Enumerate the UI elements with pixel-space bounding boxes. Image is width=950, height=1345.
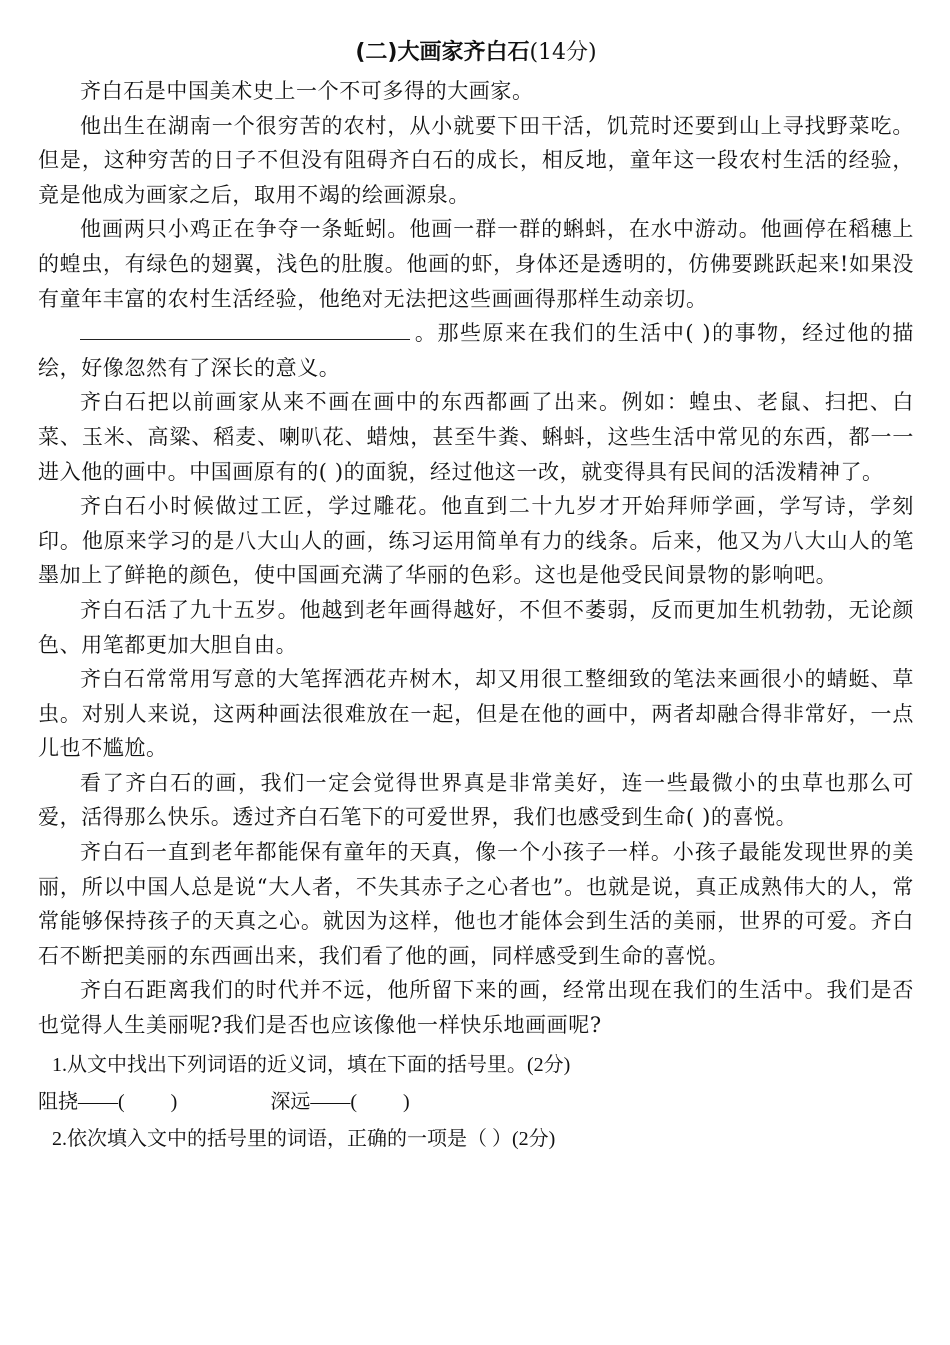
title-text: (二)大画家齐白石 [355, 40, 530, 65]
paragraph-1: 齐白石是中国美术史上一个不可多得的大画家。 [80, 79, 534, 103]
paragraph-11: 齐白石距离我们的时代并不远，他所留下来的画，经常出现在我们的生活中。我们是否也觉得人生美丽呢?我们是否也应该像他一样快乐地画画呢? [38, 978, 914, 1038]
paragraph-8: 齐白石常常用写意的大笔挥洒花卉树木，却又用很工整细致的笔法来画很小的蜻蜓、草虫。对别人来说，这两种画法很难放在一起，但是在他的画中，两者却融合得非常好，一点儿也不尴尬。 [38, 667, 914, 761]
paragraph-3: 他画两只小鸡正在争夺一条蚯蚓。他画一群一群的蝌蚪，在水中游动。他画停在稻穗上的蝗虫，有绿色的翅翼，浅色的肚腹。他画的虾，身体还是透明的，仿佛要跳跃起来!如果没有童年丰富的农村生活经验，他绝对无法把这些画画得那样生动亲切。 [38, 217, 914, 311]
pair-1-word: 阻挠——( [38, 1090, 125, 1113]
paragraph-5: 齐白石把以前画家从来不画在画中的东西都画了出来。例如：蝗虫、老鼠、扫把、白菜、玉米、高粱、稻麦、喇叭花、蜡烛，甚至牛粪、蝌蚪，这些生活中常见的东西，都一一进入他的画中。中国画原有的( )的面貌，经过他这一改，就变得具有民间的活泼精神了。 [38, 390, 914, 484]
section-title [38, 38, 914, 68]
question-1-answers [38, 1084, 914, 1121]
paragraph-4-text: 。那些原来在我们的生活中( )的事物，经过他的描绘，好像忽然有了深长的意义。 [38, 321, 914, 380]
answer-pair-1[interactable] [38, 1084, 177, 1121]
title-score: (14分) [529, 40, 597, 65]
pair-2-close: ) [403, 1090, 410, 1113]
pair-1-close: ) [170, 1090, 178, 1113]
question-1-text: 1.从文中找出下列词语的近义词，填在下面的括号里。(2分) [52, 1053, 571, 1076]
paragraph-6: 齐白石小时候做过工匠，学过雕花。他直到二十九岁才开始拜师学画，学写诗，学刻印。他原来学习的是八大山人的画，练习运用简单有力的线条。后来，他又为八大山人的笔墨加上了鲜艳的颜色，使中国画充满了华丽的色彩。这也是他受民间景物的影响吧。 [38, 494, 914, 588]
question-2-text: 2.依次填入文中的括号里的词语，正确的一项是（ ）(2分) [52, 1127, 556, 1150]
answer-pair-2[interactable] [270, 1084, 409, 1121]
paragraph-9: 看了齐白石的画，我们一定会觉得世界真是非常美好，连一些最微小的虫草也那么可爱，活得那么快乐。透过齐白石笔下的可爱世界，我们也感受到生命( )的喜悦。 [38, 770, 914, 830]
pair-2-word: 深远——( [270, 1090, 358, 1113]
paragraph-7: 齐白石活了九十五岁。他越到老年画得越好，不但不萎弱，反而更加生机勃勃，无论颜色、用笔都更加大胆自由。 [38, 597, 914, 657]
paragraph-2: 他出生在湖南一个很穷苦的农村，从小就要下田干活，饥荒时还要到山上寻找野菜吃。但是，这种穷苦的日子不但没有阻碍齐白石的成长，相反地，童年这一段农村生活的经验，竟是他成为画家之后，取用不竭的绘画源泉。 [38, 113, 914, 207]
worksheet-page [38, 38, 914, 1158]
paragraph-4 [38, 316, 914, 385]
paragraph-10: 齐白石一直到老年都能保有童年的天真，像一个小孩子一样。小孩子最能发现世界的美丽，所以中国人总是说“大人者，不失其赤子之心者也”。也就是说，真正成熟伟大的人，常常能够保持孩子的天真之心。就因为这样，他也才能体会到生活的美丽，世界的可爱。齐白石不断把美丽的东西画出来，我们看了他的画，同样感受到生命的喜悦。 [38, 840, 914, 968]
question-2 [38, 1121, 914, 1158]
fill-in-blank-line[interactable] [80, 317, 410, 340]
question-1 [38, 1047, 914, 1084]
